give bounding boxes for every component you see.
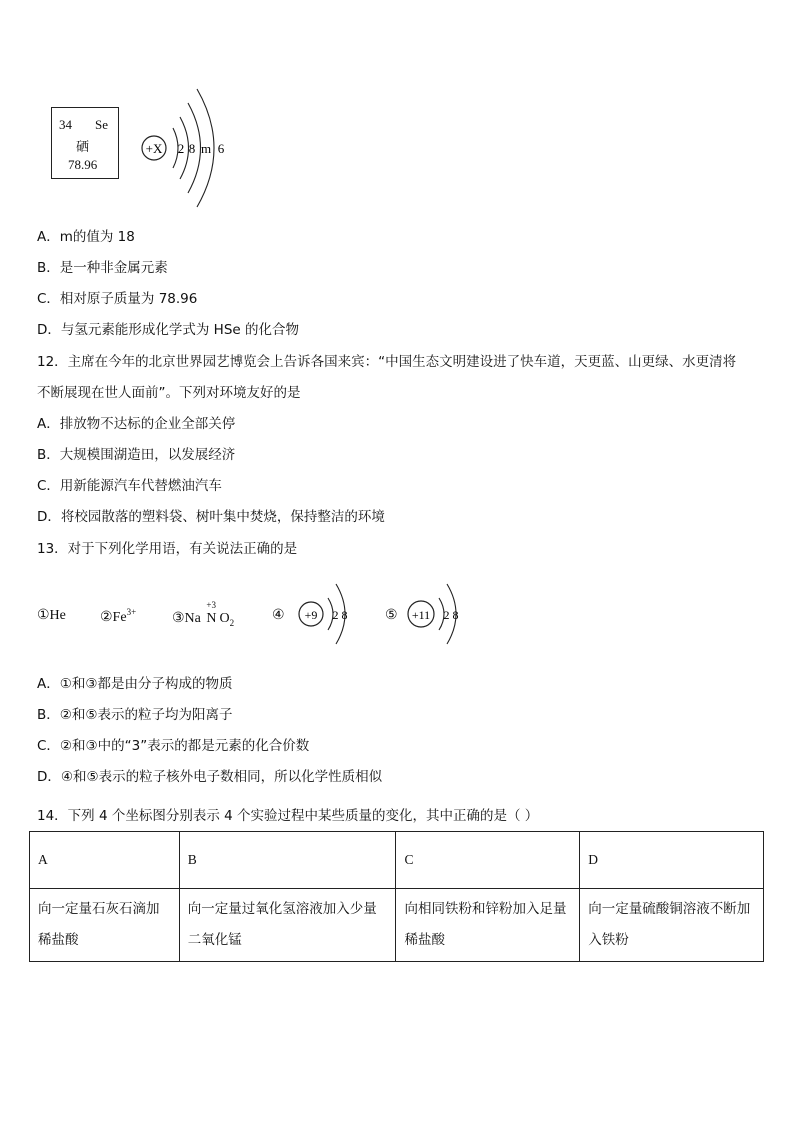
header-cell-a: A bbox=[30, 832, 180, 889]
experiment-table bbox=[29, 831, 764, 962]
nucleus-charge: +X bbox=[145, 141, 163, 156]
q12-stem-line1: 12．主席在今年的北京世界园艺博览会上告诉各国来宾：“中国生态文明建设进了快车道，天更蓝、山更绿、水更清将 bbox=[37, 354, 737, 370]
oxygen-subscript: 2 bbox=[229, 617, 235, 628]
symbol-4-label: ④ bbox=[272, 608, 285, 623]
q12-option-b: B．大规模围湖造田，以发展经济 bbox=[37, 447, 236, 463]
q12-option-a: A．排放物不达标的企业全部关停 bbox=[37, 416, 236, 432]
shell-electrons-4: 6 bbox=[217, 141, 225, 156]
q13-option-a: A．①和③都是由分子构成的物质 bbox=[37, 676, 233, 692]
q13-stem: 13．对于下列化学用语，有关说法正确的是 bbox=[37, 541, 298, 557]
atom-structure-diagram bbox=[135, 85, 245, 213]
symbol-sodium-nitrite bbox=[172, 600, 235, 628]
symbol-he: ①He bbox=[37, 608, 66, 623]
nitrogen-with-valence bbox=[206, 600, 217, 627]
shell-electrons-3: m bbox=[200, 141, 212, 156]
fe-label: ②Fe bbox=[100, 610, 127, 625]
atomic-mass: 78.96 bbox=[68, 157, 98, 172]
element-name: 硒 bbox=[76, 139, 90, 154]
header-cell-c: C bbox=[396, 832, 580, 889]
q11-option-d: D．与氢元素能形成化学式为 HSe 的化合物 bbox=[37, 322, 300, 338]
shell-electrons-2: 8 bbox=[188, 141, 196, 156]
fluorine-structure-diagram bbox=[294, 578, 356, 650]
experiment-cell-d: 向一定量硫酸铜溶液不断加入铁粉 bbox=[580, 889, 764, 962]
header-cell-d: D bbox=[580, 832, 764, 889]
q12-option-d: D．将校园散落的塑料袋、树叶集中焚烧，保持整洁的环境 bbox=[37, 509, 385, 525]
q12-stem-line2: 不断展现在世人面前”。下列对环境友好的是 bbox=[37, 385, 301, 401]
na-label: ③Na bbox=[172, 611, 201, 626]
q13-option-d: D．④和⑤表示的粒子核外电子数相同，所以化学性质相似 bbox=[37, 769, 383, 785]
experiment-cell-c: 向相同铁粉和锌粉加入足量稀盐酸 bbox=[396, 889, 580, 962]
header-cell-b: B bbox=[179, 832, 396, 889]
sodium-ion-structure-diagram bbox=[404, 578, 468, 650]
symbol-fe3plus bbox=[100, 607, 136, 626]
experiment-cell-b: 向一定量过氧化氢溶液加入少量二氧化锰 bbox=[179, 889, 396, 962]
table-row bbox=[30, 889, 764, 962]
table-header-row bbox=[30, 832, 764, 889]
symbol-5-label: ⑤ bbox=[385, 608, 398, 623]
nitrogen-symbol: N bbox=[206, 611, 217, 626]
experiment-cell-a: 向一定量石灰石滴加稀盐酸 bbox=[30, 889, 180, 962]
atomic-number: 34 bbox=[59, 117, 72, 132]
oxygen-symbol: O bbox=[219, 611, 230, 626]
q14-stem: 14．下列 4 个坐标图分别表示 4 个实验过程中某些质量的变化，其中正确的是（ ） bbox=[37, 808, 539, 824]
sodium-shell-electrons: 2 8 bbox=[443, 608, 459, 622]
q13-option-b: B．②和⑤表示的粒子均为阳离子 bbox=[37, 707, 233, 723]
fluorine-nucleus-charge: +9 bbox=[304, 608, 318, 622]
sodium-nucleus-charge: +11 bbox=[411, 608, 431, 622]
fluorine-shell-electrons: 2 8 bbox=[332, 608, 348, 622]
q11-option-b: B．是一种非金属元素 bbox=[37, 260, 168, 276]
q12-option-c: C．用新能源汽车代替燃油汽车 bbox=[37, 478, 222, 494]
shell-electrons-1: 2 bbox=[177, 141, 185, 156]
element-card-selenium bbox=[51, 107, 119, 179]
q11-option-a: A．m的值为 18 bbox=[37, 229, 135, 245]
nitrogen-valence: +3 bbox=[206, 600, 216, 610]
element-symbol: Se bbox=[95, 117, 108, 132]
fe-charge: 3+ bbox=[126, 607, 137, 617]
q11-option-c: C．相对原子质量为 78.96 bbox=[37, 291, 198, 307]
q13-option-c: C．②和③中的“3”表示的都是元素的化合价数 bbox=[37, 738, 310, 754]
